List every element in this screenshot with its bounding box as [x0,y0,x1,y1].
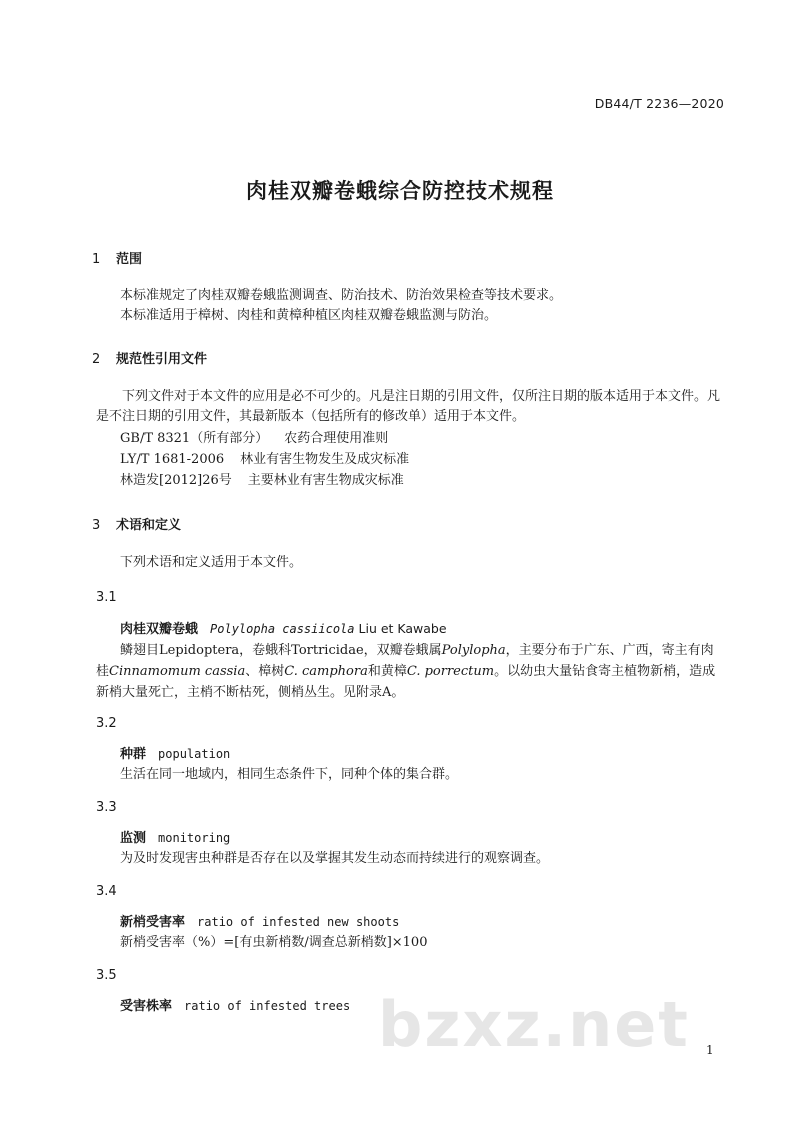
term-entry [120,744,230,765]
scope-paragraph-2: 本标准适用于樟树、肉桂和黄樟种植区肉桂双瓣卷蛾监测与防治。 [120,308,498,323]
scope-paragraph-1: 本标准规定了肉桂双瓣卷蛾监测调查、防治技术、防治效果检查等技术要求。 [120,288,563,303]
term-english: population [158,747,231,761]
term-chinese: 种群 [120,747,147,762]
term-chinese: 新梢受害率 [120,915,186,930]
term-formula: 新梢受害率（%）=[有虫新梢数/调查总新梢数]×100 [120,935,428,950]
reference-code: GB/T 8321（所有部分） [120,431,269,446]
term-entry [120,996,350,1017]
references-intro: 下列文件对于本文件的应用是必不可少的。凡是注日期的引用文件，仅所注日期的版本适用于本文件。凡是不注日期的引用文件，其最新版本（包括所有的修改单）适用于本文件。 [96,389,721,424]
section-number: 1 [92,252,101,267]
section-number: 2 [92,352,101,367]
reference-code: LY/T 1681-2006 [120,452,225,467]
terms-intro: 下列术语和定义适用于本文件。 [120,555,303,570]
reference-name: 农药合理使用准则 [284,431,389,446]
clause-number: 3.2 [96,716,117,731]
clause-number: 3.1 [96,590,117,605]
clause-number: 3.5 [96,968,117,983]
document-code: DB44/T 2236—2020 [594,96,724,111]
term-chinese: 肉桂双瓣卷蛾 [120,622,199,637]
reference-item [120,450,409,470]
section-title: 规范性引用文件 [116,352,208,367]
term-entry [120,619,447,640]
term-entry [120,912,399,933]
term-definition: 生活在同一地域内，相同生态条件下，同种个体的集合群。 [120,767,459,782]
clause-number: 3.4 [96,884,117,899]
document-title: 肉桂双瓣卷蛾综合防控技术规程 [246,179,554,203]
term-author: Liu et Kawabe [358,621,447,636]
term-latin-name: Polylopha cassiicola [210,622,355,636]
clause-number: 3.3 [96,800,117,815]
reference-item [120,471,404,491]
term-entry [120,828,230,849]
section-heading-terms [92,514,181,533]
section-title: 术语和定义 [116,518,182,533]
section-heading-references [92,348,207,367]
reference-name: 主要林业有害生物成灾标准 [247,473,404,488]
term-english: ratio of infested trees [184,999,351,1013]
section-heading-scope [92,248,142,267]
term-chinese: 受害株率 [120,999,173,1014]
term-chinese: 监测 [120,831,147,846]
reference-code: 林造发[2012]26号 [120,473,232,488]
term-english: monitoring [158,831,231,845]
section-number: 3 [92,518,101,533]
page-number: 1 [706,1043,714,1057]
term-definition: 为及时发现害虫种群是否存在以及掌握其发生动态而持续进行的观察调查。 [120,851,550,866]
term-english: ratio of infested new shoots [197,915,400,929]
reference-item [120,429,388,449]
section-title: 范围 [116,252,143,267]
term-definition: 鳞翅目Lepidoptera，卷蛾科Tortricidae，双瓣卷蛾属Polylopha，主要分布于广东、广西，寄主有肉桂Cinnamomum cassia、樟树C. camphora和黄樟C. porrectum。以幼虫大量钻食寄主植物新梢，造成新梢大量死亡，主梢不断枯死，侧梢丛生。见附录A。 [96,643,716,700]
site-watermark: bzxz.net [378,988,690,1061]
reference-name: 林业有害生物发生及成灾标准 [240,452,410,467]
